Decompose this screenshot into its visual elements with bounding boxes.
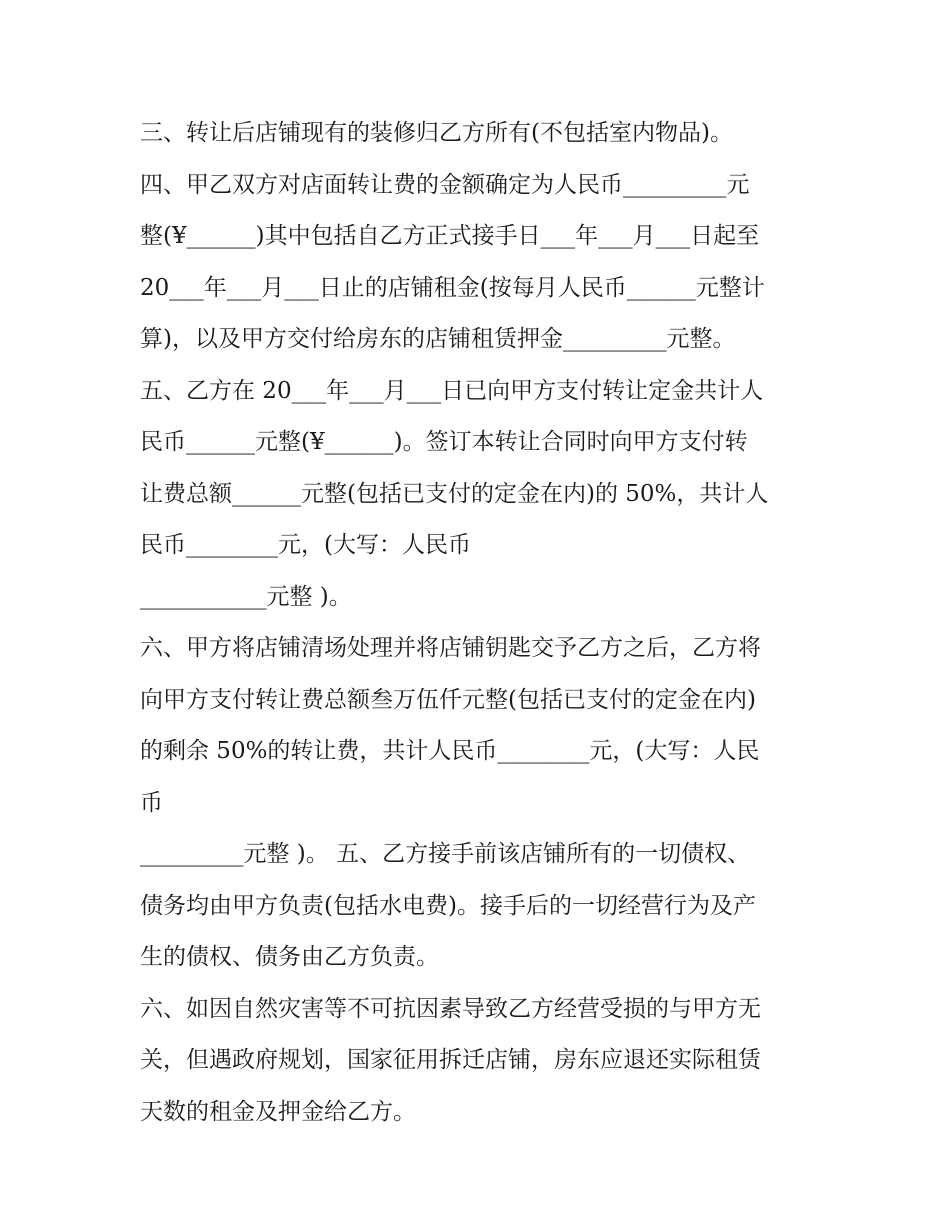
text-line: 天数的租金及押金给乙方。: [140, 1098, 416, 1125]
text-line: 债务均由甲方负责(包括水电费)。接手后的一切经营行为及产: [140, 892, 756, 919]
text-line: 的剩余 50%的转让费，共计人民币________元，(大写：人民: [140, 738, 760, 764]
text-line: 生的债权、债务由乙方负责。: [140, 944, 439, 970]
text-line: 五、乙方在 20___年___月___日已向甲方支付转让定金共计人: [140, 377, 764, 404]
text-line: 六、甲方将店铺清场处理并将店铺钥匙交予乙方之后，乙方将: [140, 635, 761, 661]
text-line: 向甲方支付转让费总额叁万伍仟元整(包括已支付的定金在内): [140, 686, 756, 713]
text-line: 让费总额______元整(包括已支付的定金在内)的 50%，共计人: [140, 480, 769, 507]
document-body: [140, 108, 820, 1138]
text-line: 币: [140, 789, 163, 816]
text-line: 算)，以及甲方交付给房东的店铺租赁押金_________元整。: [140, 326, 736, 352]
text-line: 四、甲乙双方对店面转让费的金额确定为人民币_________元: [140, 171, 750, 198]
text-line: 民币______元整(¥______)。签订本转让合同时向甲方支付转: [140, 429, 748, 455]
text-line: 关，但遇政府规划，国家征用拆迁店铺，房东应退还实际租赁: [140, 1047, 761, 1073]
text-line: _________元整 )。 五、乙方接手前该店铺所有的一切债权、: [140, 841, 751, 867]
text-line: 六、如因自然灾害等不可抗因素导致乙方经营受损的与甲方无: [140, 995, 761, 1022]
text-line: 整(¥______)其中包括自乙方正式接手日___年___月___日起至: [140, 223, 760, 249]
text-line: ___________元整 )。: [140, 583, 352, 610]
text-line: 20___年___月___日止的店铺租金(按每月人民币______元整计: [140, 274, 765, 301]
text-line: 三、转让后店铺现有的装修归乙方所有(不包括室内物品)。: [140, 120, 733, 146]
text-line: 民币________元，(大写：人民币: [140, 532, 471, 558]
